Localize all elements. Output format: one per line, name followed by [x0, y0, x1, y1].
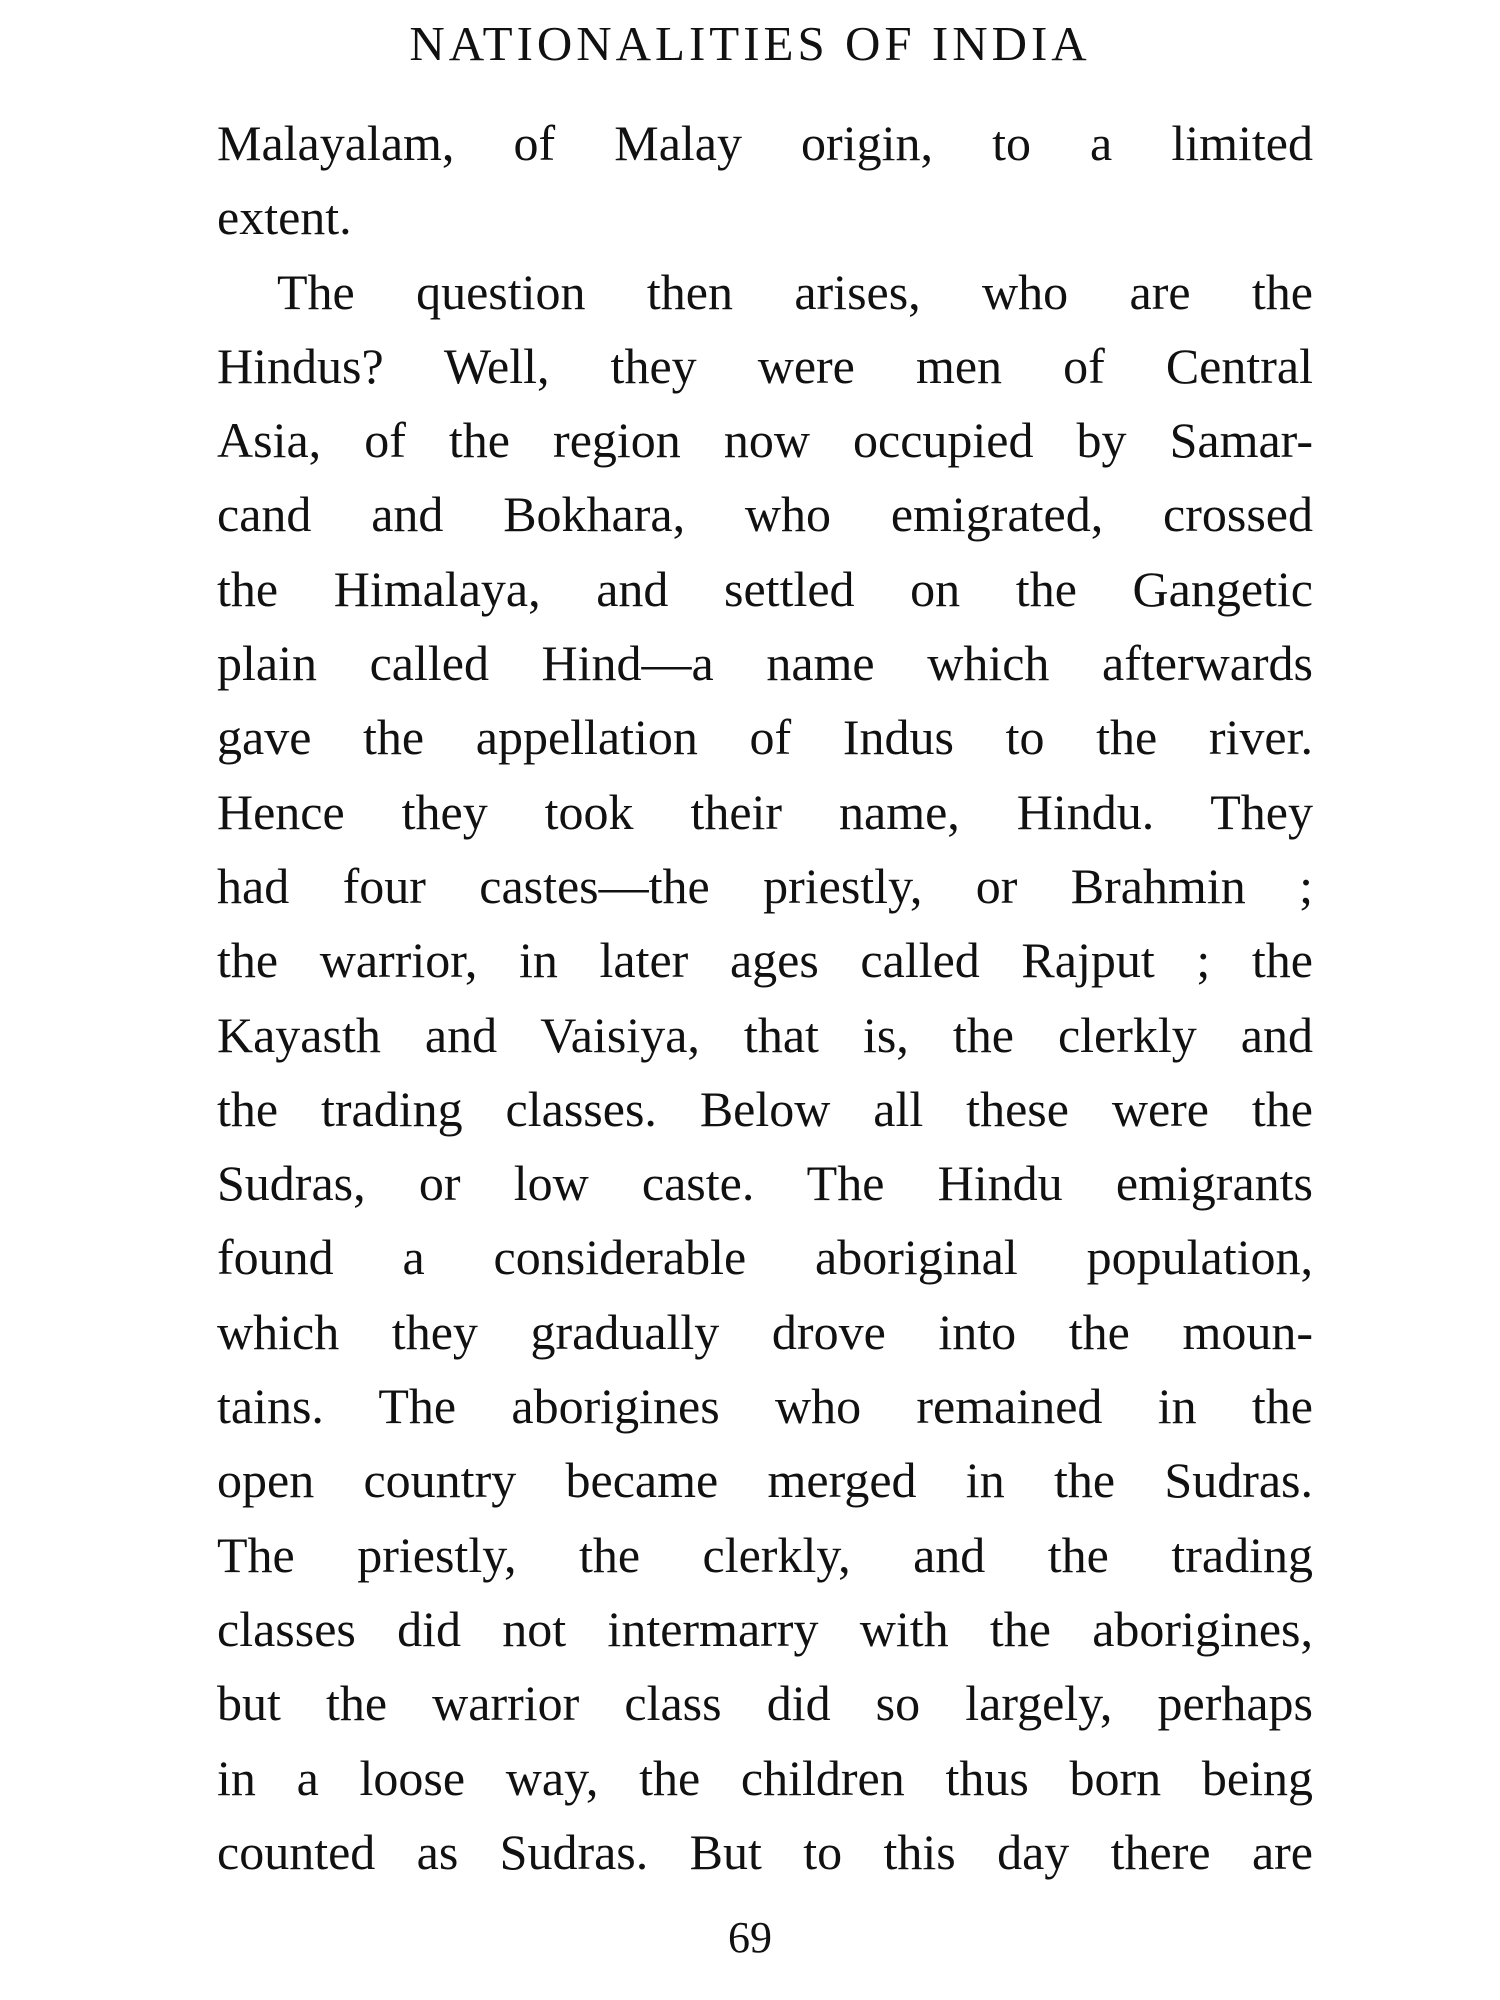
- text-line: open country became merged in the Sudras.: [217, 1452, 1313, 1509]
- text-line: in a loose way, the children thus born being: [217, 1749, 1313, 1806]
- text-line: cand and Bokhara, who emigrated, crossed: [217, 486, 1313, 543]
- text-line: but the warrior class did so largely, perhaps: [217, 1675, 1313, 1732]
- body-text: [217, 106, 1313, 1889]
- text-line: Malayalam, of Malay origin, to a limited: [217, 115, 1313, 171]
- text-line: the trading classes. Below all these were the: [217, 1080, 1313, 1137]
- text-line: counted as Sudras. But to this day there are: [217, 1823, 1313, 1880]
- text-line: plain called Hind—a name which afterwards: [217, 635, 1313, 692]
- text-line: Asia, of the region now occupied by Samar-: [217, 412, 1313, 469]
- text-line: extent.: [217, 189, 352, 246]
- text-line: found a considerable aboriginal population,: [217, 1229, 1313, 1286]
- text-line: The question then arises, who are the: [277, 263, 1313, 320]
- text-line: the warrior, in later ages called Rajput ; the: [217, 932, 1313, 989]
- text-line: Hindus? Well, they were men of Central: [217, 337, 1313, 394]
- text-line: which they gradually drove into the moun-: [217, 1303, 1313, 1360]
- text-line: gave the appellation of Indus to the river.: [217, 709, 1313, 766]
- page-number: 69: [728, 1913, 772, 1962]
- text-line: the Himalaya, and settled on the Gangetic: [217, 560, 1313, 617]
- text-line: The priestly, the clerkly, and the trading: [217, 1526, 1313, 1583]
- running-head: NATIONALITIES OF INDIA: [409, 16, 1091, 71]
- text-line: had four castes—the priestly, or Brahmin ;: [217, 857, 1313, 914]
- text-line: classes did not intermarry with the aborigines,: [217, 1600, 1313, 1657]
- text-line: Kayasth and Vaisiya, that is, the clerkly and: [217, 1006, 1313, 1063]
- text-line: tains. The aborigines who remained in the: [217, 1378, 1313, 1435]
- text-line: Sudras, or low caste. The Hindu emigrants: [217, 1155, 1313, 1212]
- text-line: Hence they took their name, Hindu. They: [217, 783, 1313, 840]
